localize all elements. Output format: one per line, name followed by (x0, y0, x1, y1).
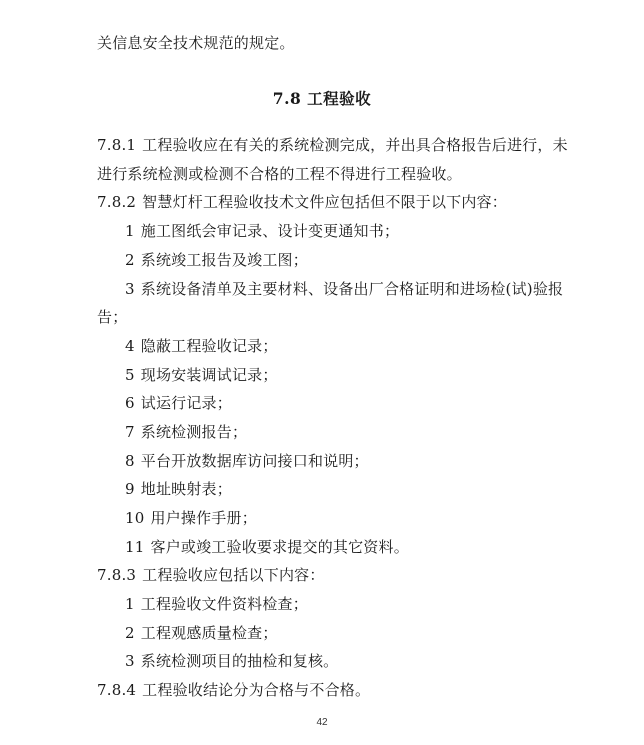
list-item (125, 336, 278, 356)
list-item (125, 393, 232, 413)
item-number: 8 (125, 452, 135, 470)
clause-number: 7.8.2 (97, 193, 137, 211)
list-item (125, 221, 399, 241)
item-text: 告； (97, 308, 128, 326)
item-number: 7 (125, 423, 135, 441)
item-text: 地址映射表； (140, 480, 232, 498)
item-text: 工程观感质量检查； (140, 624, 278, 642)
item-number: 5 (125, 366, 135, 384)
item-text: 平台开放数据库访问接口和说明； (140, 452, 369, 470)
list-item (125, 479, 232, 499)
item-text: 系统竣工报告及竣工图； (140, 251, 308, 269)
section-number: 7.8 (272, 89, 302, 108)
list-item (125, 422, 247, 442)
item-text: 系统检测报告； (140, 423, 248, 441)
item-number: 4 (125, 337, 135, 355)
list-item (125, 651, 338, 671)
section-title: 工程验收 (307, 89, 372, 108)
item-number: 1 (125, 595, 135, 613)
item-number: 9 (125, 480, 135, 498)
continuation-text: 关信息安全技术规范的规定。 (97, 34, 295, 52)
item-number: 11 (125, 538, 145, 556)
clause-7-8-1 (97, 135, 568, 155)
clause-text: 工程验收应包括以下内容： (142, 566, 325, 584)
clause-number: 7.8.4 (97, 681, 137, 699)
list-item (125, 451, 369, 471)
item-text: 试运行记录； (140, 394, 232, 412)
item-number: 3 (125, 652, 135, 670)
clause-7-8-2 (97, 192, 507, 212)
list-item (125, 279, 563, 299)
clause-text: 工程验收应在有关的系统检测完成，并出具合格报告后进行，未 (142, 136, 568, 154)
item-text: 施工图纸会审记录、设计变更通知书； (140, 222, 400, 240)
clause-text: 工程验收结论分为合格与不合格。 (142, 681, 371, 699)
list-item (125, 537, 409, 557)
item-text: 现场安装调试记录； (140, 366, 278, 384)
item-number: 1 (125, 222, 135, 240)
clause-7-8-4 (97, 680, 370, 700)
clause-7-8-3 (97, 565, 325, 585)
clause-number: 7.8.3 (97, 566, 137, 584)
item-text: 隐蔽工程验收记录； (140, 337, 278, 355)
list-item (125, 623, 278, 643)
item-number: 2 (125, 251, 135, 269)
item-number: 3 (125, 280, 135, 298)
item-number: 10 (125, 509, 145, 527)
list-item (125, 594, 308, 614)
section-heading (0, 89, 644, 109)
list-item (125, 250, 308, 270)
list-item (125, 365, 278, 385)
item-number: 2 (125, 624, 135, 642)
page-number: 42 (316, 717, 328, 728)
clause-number: 7.8.1 (97, 136, 137, 154)
list-item (125, 508, 257, 528)
clause-text: 进行系统检测或检测不合格的工程不得进行工程验收。 (97, 165, 462, 183)
item-text: 工程验收文件资料检查； (140, 595, 308, 613)
clause-7-8-1-continuation (97, 164, 462, 184)
item-number: 6 (125, 394, 135, 412)
item-text: 系统设备清单及主要材料、设备出厂合格证明和进场检(试)验报 (140, 280, 564, 298)
clause-text: 智慧灯杆工程验收技术文件应包括但不限于以下内容： (142, 193, 507, 211)
item-text: 系统检测项目的抽检和复核。 (140, 652, 339, 670)
continuation-line (97, 33, 295, 53)
list-item-continuation (97, 307, 127, 327)
item-text: 客户或竣工验收要求提交的其它资料。 (150, 538, 409, 556)
item-text: 用户操作手册； (150, 509, 257, 527)
